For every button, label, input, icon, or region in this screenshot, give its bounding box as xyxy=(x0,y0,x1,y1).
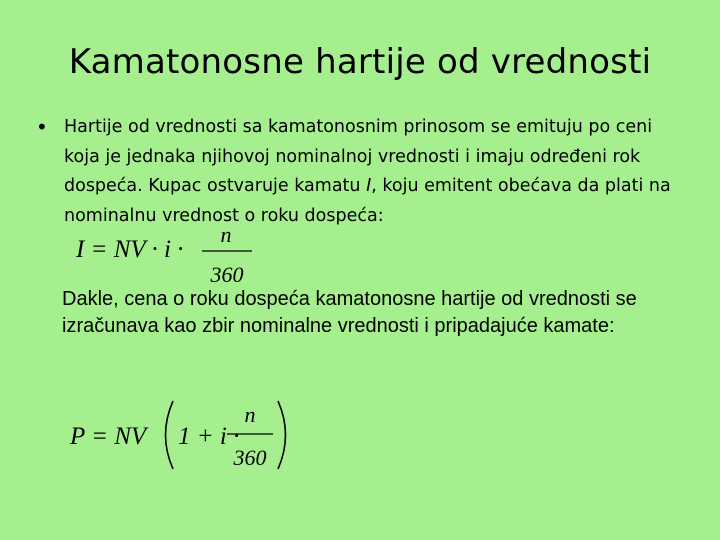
formula1-denominator: 360 xyxy=(210,262,244,287)
bullet-text-before: Hartije od vrednosti sa kamatonosnim prinosom se emituju po ceni koja je jednaka njihovoj nominalnoj vrednosti i imaju određeni rok dospeća. Kupac ostvaruje kamatu xyxy=(64,117,653,196)
formula1-numerator: n xyxy=(220,222,232,247)
formula2-lhs: P = NV xyxy=(70,423,147,450)
formula2-denominator: 360 xyxy=(233,445,267,470)
interest-formula xyxy=(76,222,276,288)
explanation-paragraph: Dakle, cena o roku dospeća kamatonosne hartije od vrednosti se izračunava kao zbir nominalne vrednosti i pripadajuće kamate: xyxy=(62,288,637,337)
formula1-lhs: I = NV · i · xyxy=(76,236,184,263)
price-formula xyxy=(70,395,300,475)
formula2-numerator: n xyxy=(244,402,256,427)
bullet-item xyxy=(36,113,686,231)
formula2-inner: 1 + i · xyxy=(178,423,240,450)
formula2-right-paren xyxy=(278,401,286,469)
slide-title: Kamatonosne hartije od vrednosti xyxy=(68,42,652,82)
bullet-italic-var: I xyxy=(366,176,372,196)
bullet-text xyxy=(64,113,686,231)
bullet-text-after: , koju emitent obećava da plati na nominalnu vrednost o roku dospeća: xyxy=(64,176,671,226)
formula2-left-paren xyxy=(166,401,174,469)
bullet-dot-icon: • xyxy=(36,115,48,139)
